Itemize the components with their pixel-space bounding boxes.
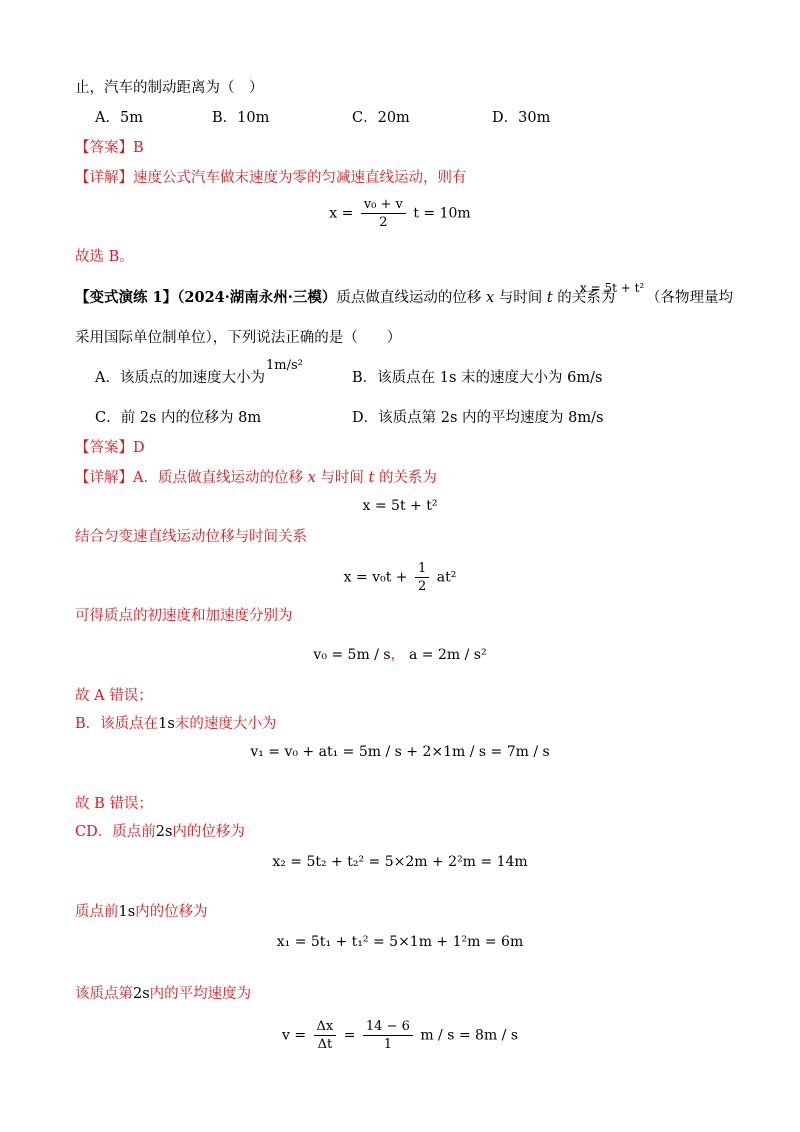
formula-rhs: t = 10m: [413, 205, 471, 222]
equation-1: x = 5t + t²: [362, 498, 438, 514]
text-8: [75, 902, 208, 922]
var-t: t: [546, 290, 553, 306]
eq2-lhs: x = v₀t +: [343, 569, 408, 586]
variant-detail: [75, 468, 437, 488]
eq2-numerator: 1: [415, 560, 429, 578]
variant-stem-b: 与时间: [498, 290, 543, 306]
eq9-den2: 1: [383, 1037, 393, 1052]
eq9-equals: =: [343, 1027, 356, 1044]
text-7: [75, 822, 245, 842]
option-d: D．30m: [492, 110, 551, 126]
text-9: [75, 984, 251, 1004]
var-x: x: [485, 290, 495, 306]
variant-label: 【变式演练 1】: [75, 289, 178, 306]
variant-detail-b: 与时间: [320, 470, 364, 486]
formula-fraction: [361, 196, 406, 231]
text5-a: B．该质点在: [75, 716, 159, 732]
variant-stem-d: （各物理量均: [646, 290, 733, 306]
detail-var-t: t: [368, 470, 375, 486]
equation-3: [0, 645, 800, 665]
conclusion: 故选 B。: [75, 249, 134, 265]
text-6: 故 B 错误；: [75, 796, 153, 812]
eq9-lhs: v =: [281, 1027, 307, 1044]
variant-option-a: A．该质点的加速度大小为: [95, 370, 265, 386]
answer: 【答案】B: [75, 140, 144, 156]
variant-option-b: B．该质点在 1s 末的速度大小为 6m/s: [352, 370, 603, 386]
eq3-separator: ，: [390, 647, 405, 663]
option-c: C．20m: [352, 110, 410, 126]
eq9-den1: Δt: [317, 1037, 333, 1052]
variant-relation: x = 5t + t²: [580, 281, 645, 295]
text8-1s: 1s: [118, 904, 136, 920]
equation-7: x₂ = 5t₂ + t₂² = 5×2m + 2²m = 14m: [272, 854, 528, 870]
variant-stem-a: 质点做直线运动的位移: [336, 290, 482, 306]
detail-label: 【详解】: [75, 170, 133, 186]
eq9-rhs: m / s = 8m / s: [420, 1027, 519, 1044]
eq9-num2: 14 − 6: [363, 1018, 413, 1036]
text9-2s: 2s: [133, 986, 150, 1002]
formula-distance: [0, 196, 800, 231]
eq2-fraction: [415, 560, 429, 595]
variant-detail-label: 【详解】: [75, 470, 133, 486]
equation-5: v₁ = v₀ + at₁ = 5m / s + 2×1m / s = 7m / s: [250, 744, 550, 760]
eq9-fraction-1: [314, 1018, 337, 1053]
text9-b: 内的平均速度为: [149, 986, 252, 1002]
text7-a: CD．质点前: [75, 824, 156, 840]
detail-text: 速度公式汽车做末速度为零的匀减速直线运动，则有: [133, 170, 467, 186]
text-5: [75, 714, 276, 734]
eq9-fraction-2: [363, 1018, 413, 1053]
option-a: A．5m: [95, 110, 143, 126]
formula-denominator: 2: [379, 215, 388, 230]
option-b: B．10m: [212, 110, 270, 126]
text8-b: 内的位移为: [135, 904, 208, 920]
text-3: 可得质点的初速度和加速度分别为: [75, 608, 293, 624]
eq3-a: a = 2m / s²: [409, 647, 487, 663]
variant-stem: [75, 288, 615, 308]
variant-option-a-unit: 1m/s²: [266, 358, 303, 373]
variant-answer: 【答案】D: [75, 440, 145, 456]
text8-a: 质点前: [75, 904, 119, 920]
eq3-v0: v₀ = 5m / s: [313, 647, 391, 663]
formula-lhs: x =: [329, 205, 354, 222]
text9-a: 该质点第: [75, 986, 133, 1002]
text-4: 故 A 错误；: [75, 688, 153, 704]
detail-var-x: x: [307, 470, 316, 486]
variant-stem-line2: 采用国际单位制单位），下列说法正确的是（ ）: [75, 330, 402, 346]
equation-8: x₁ = 5t₁ + t₁² = 5×1m + 1²m = 6m: [276, 934, 524, 950]
variant-detail-a: A．质点做直线运动的位移: [133, 470, 303, 486]
text7-2s: 2s: [155, 824, 173, 840]
formula-numerator: v₀ + v: [361, 196, 406, 214]
text5-b: 末的速度大小为: [174, 716, 277, 732]
eq2-denominator: 2: [417, 579, 427, 594]
text7-b: 内的位移为: [172, 824, 245, 840]
variant-option-d: D．该质点第 2s 内的平均速度为 8m/s: [352, 410, 604, 426]
detail: [75, 168, 467, 188]
variant-stem-c: 的关系为: [557, 290, 616, 306]
variant-source: （2024·湖南永州·三模）: [177, 289, 337, 306]
variant-option-c: C．前 2s 内的位移为 8m: [95, 410, 262, 426]
equation-2: [0, 560, 800, 595]
text5-1s: 1s: [158, 716, 175, 732]
equation-9: [0, 1018, 800, 1053]
eq9-num1: Δx: [314, 1018, 337, 1036]
variant-detail-c: 的关系为: [378, 470, 437, 486]
eq2-rhs: at²: [436, 569, 457, 586]
text-2: 结合匀变速直线运动位移与时间关系: [75, 529, 307, 545]
question-stem: 止，汽车的制动距离为（ ）: [75, 80, 264, 96]
